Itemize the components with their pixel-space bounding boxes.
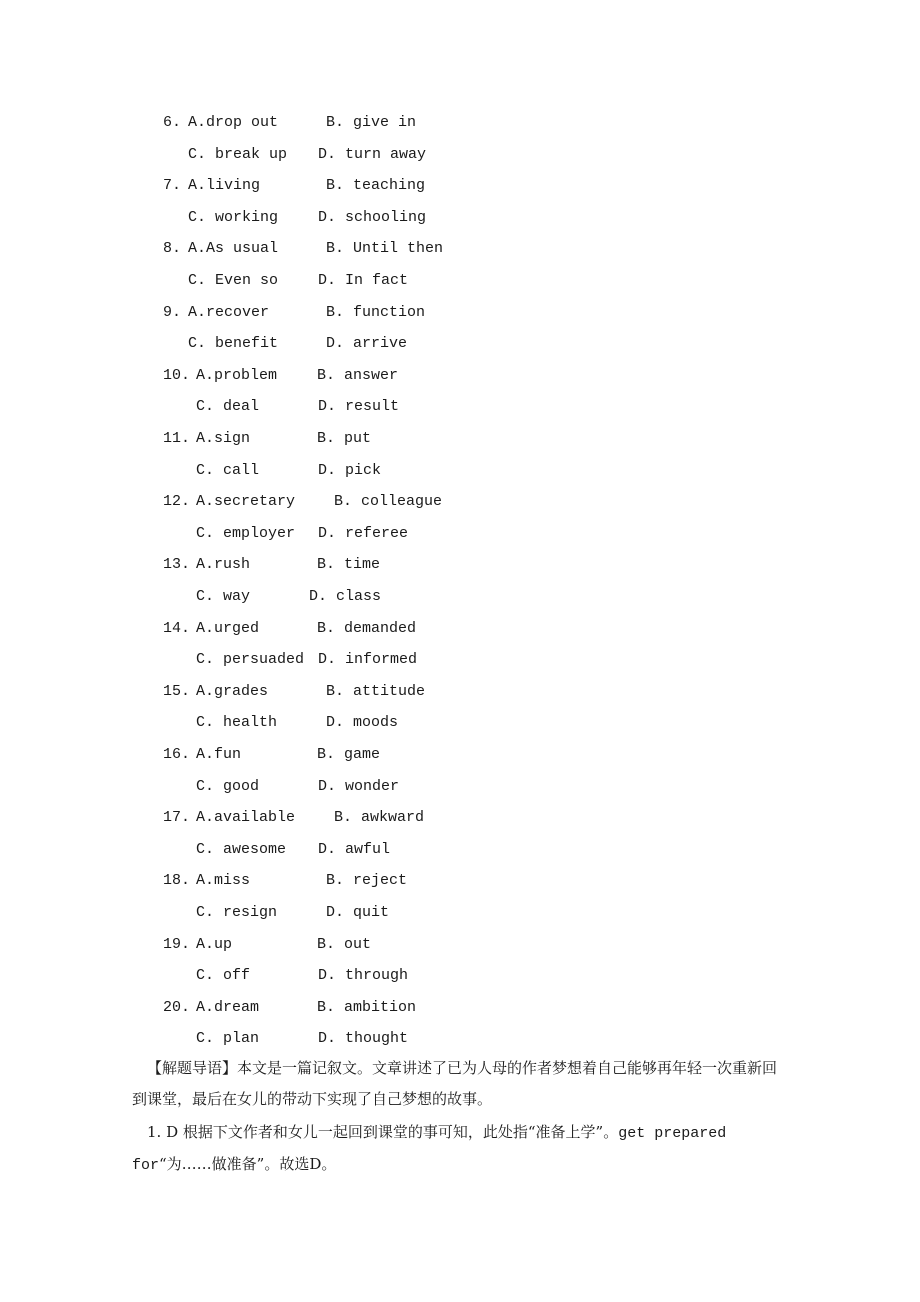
option-d: D. quit <box>326 904 390 921</box>
option-c: C. health <box>196 714 278 732</box>
option-c: C. persuaded <box>196 651 305 669</box>
question-number: 19. <box>163 935 191 953</box>
option-b: B. game <box>317 746 381 763</box>
option-c: C. deal <box>196 398 260 416</box>
option-c: C. call <box>196 461 260 479</box>
option-c: C. Even so <box>188 272 279 289</box>
option-b: B. demanded <box>317 619 417 637</box>
option-a: A.rush <box>196 556 251 574</box>
question-number: 12. <box>163 493 191 511</box>
question-number: 13. <box>163 556 191 574</box>
answer-1-phrase: get prepared for <box>132 1125 727 1174</box>
option-b: B. attitude <box>326 682 426 700</box>
option-d: D. through <box>318 967 409 985</box>
question-number: 17. <box>163 809 191 827</box>
question-number: 11. <box>163 430 191 447</box>
option-c: C. employer <box>196 524 296 542</box>
option-a: A.secretary <box>196 493 296 511</box>
question-number: 9. <box>163 303 182 321</box>
option-b: B. answer <box>317 366 399 384</box>
option-d: D. In fact <box>318 272 409 289</box>
option-c: C. working <box>188 208 279 226</box>
option-a: A.recover <box>188 303 270 321</box>
option-b: B. function <box>326 303 426 321</box>
answer-1-paragraph <box>132 1117 792 1181</box>
option-d: D. result <box>318 398 400 416</box>
option-b: B. ambition <box>317 998 417 1016</box>
option-b: B. out <box>317 935 372 953</box>
question-number: 15. <box>163 682 191 700</box>
option-a: A.problem <box>196 366 278 384</box>
option-a: A.living <box>188 177 261 195</box>
option-d: D. referee <box>318 524 409 542</box>
option-d: D. thought <box>318 1030 409 1048</box>
option-b: B. Until then <box>326 240 444 258</box>
option-d: D. schooling <box>318 208 427 226</box>
option-b: B. put <box>317 430 372 447</box>
option-a: A.dream <box>196 998 260 1016</box>
option-a: A.up <box>196 935 233 953</box>
option-c: C. off <box>196 967 251 985</box>
option-a: A.urged <box>196 619 260 637</box>
answer-1-text-2: “为……做准备”。故选D。 <box>159 1155 337 1173</box>
question-number: 10. <box>163 366 191 384</box>
option-b: B. colleague <box>334 493 443 511</box>
option-b: B. reject <box>326 872 408 890</box>
option-d: D. pick <box>318 461 382 479</box>
option-c: C. benefit <box>188 335 279 353</box>
option-c: C. resign <box>196 904 278 921</box>
option-b: B. teaching <box>326 177 426 195</box>
question-number: 8. <box>163 240 182 258</box>
option-c: C. plan <box>196 1030 260 1048</box>
guide-text: 本文是一篇记叙文。文章讲述了已为人母的作者梦想着自己能够再年轻一次重新回到课堂，最后在女儿的带动下实现了自己梦想的故事。 <box>132 1059 778 1108</box>
question-number: 7. <box>163 177 182 195</box>
question-number: 20. <box>163 998 191 1016</box>
option-d: D. moods <box>326 714 399 732</box>
option-d: D. awful <box>318 840 391 858</box>
question-number: 6. <box>163 114 182 131</box>
answer-1-text-1: 根据下文作者和女儿一起回到课堂的事可知，此处指“准备上学”。 <box>182 1123 619 1141</box>
option-b: B. time <box>317 556 381 574</box>
option-c: C. break up <box>188 145 288 163</box>
option-a: A.sign <box>196 430 251 447</box>
option-a: A.drop out <box>188 114 279 131</box>
option-d: D. class <box>309 588 382 605</box>
option-a: A.fun <box>196 746 242 763</box>
question-number: 16. <box>163 746 191 763</box>
guide-label: 【解题导语】 <box>147 1059 238 1077</box>
option-d: D. turn away <box>318 145 427 163</box>
option-d: D. arrive <box>326 335 408 353</box>
option-a: A.miss <box>196 872 251 890</box>
option-c: C. good <box>196 777 260 795</box>
option-a: A.grades <box>196 682 269 700</box>
option-d: D. wonder <box>318 777 400 795</box>
option-b: B. awkward <box>334 809 425 827</box>
option-a: A.available <box>196 809 296 827</box>
option-b: B. give in <box>326 114 417 131</box>
option-a: A.As usual <box>188 240 279 258</box>
question-number: 18. <box>163 872 191 890</box>
question-number: 14. <box>163 619 191 637</box>
answer-1-number: 1. D <box>147 1123 179 1141</box>
option-d: D. informed <box>318 651 418 669</box>
option-c: C. awesome <box>196 840 287 858</box>
option-c: C. way <box>196 588 251 605</box>
guide-paragraph <box>132 1053 792 1115</box>
